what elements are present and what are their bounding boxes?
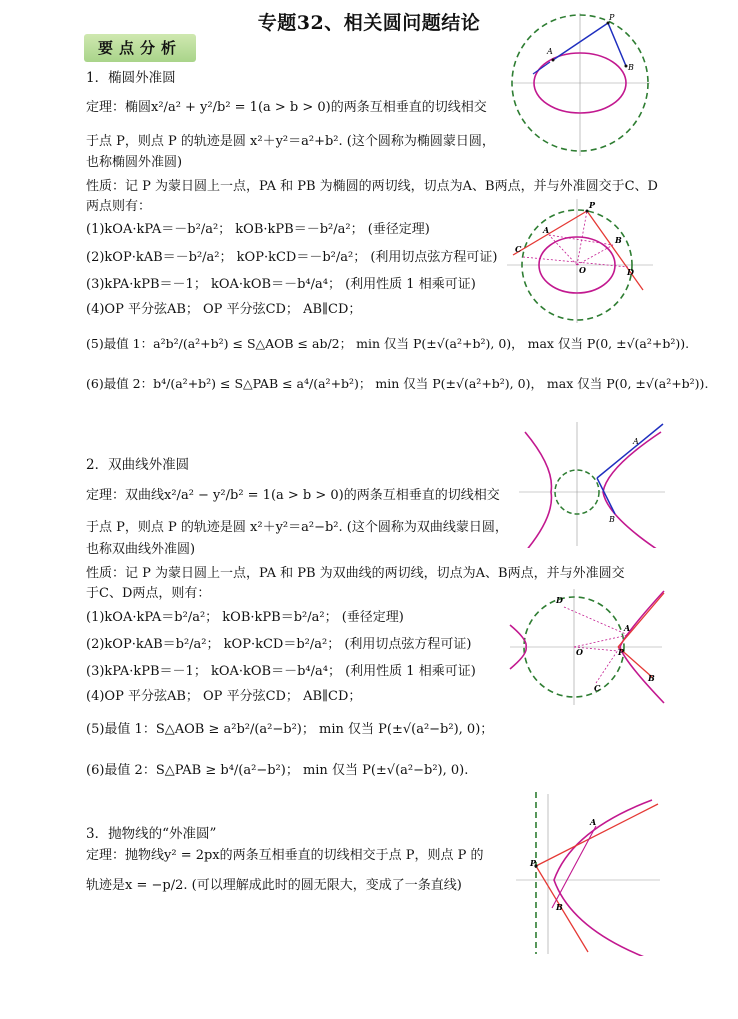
figure-parabola	[512, 790, 662, 956]
figure-ellipse-chords	[503, 195, 655, 325]
s1-prop1: (1)kOA·kPA＝－b²/a²； kOB·kPB＝－b²/a²； (垂径定理)	[86, 222, 430, 237]
tangent-upper	[597, 424, 663, 478]
label-b: B	[609, 515, 615, 524]
s1-line3: 也称椭圆外准圆)	[86, 155, 183, 170]
s1-prop2: (2)kOP·kAB＝－b²/a²； kOP·kCD＝－b²/a²； (利用切点弦方程可证)	[86, 250, 498, 265]
label-p: P	[609, 13, 615, 22]
label-b: B	[556, 902, 563, 912]
tangent-pa	[536, 804, 658, 866]
s2-thm-eq: x²/a² − y²/b² = 1(a > b > 0)	[164, 488, 344, 503]
s2-line2: 于点 P，则点 P 的轨迹是圆 x²＋y²＝a²−b². (这个圆称为双曲线蒙日圆，	[86, 520, 508, 535]
s2-prop1: (1)kOA·kPA＝b²/a²； kOB·kPB＝b²/a²； (垂径定理)	[86, 610, 404, 625]
tangent-lines	[553, 23, 626, 66]
s1-thm-eq: x²/a² + y²/b² = 1(a > b > 0)	[151, 100, 331, 115]
s1-prop5: (5)最值 1：a²b²/(a²+b²) ≤ S△AOB ≤ ab/2； min 仅当 P(±√(a²+b²), 0)， max 仅当 P(0, ±√(a²+b²)).	[86, 336, 690, 351]
label-a: A	[624, 623, 631, 633]
s2-line3: 也称双曲线外准圆)	[86, 542, 196, 557]
s1-theorem	[86, 100, 487, 116]
label-b: B	[615, 235, 622, 245]
figure-ellipse-director-circle	[505, 8, 655, 158]
chord-2	[596, 647, 620, 683]
s2-prop3: (3)kPA·kPB＝－1； kOA·kOB＝－b⁴/a⁴； (利用性质 1 相乘可证)	[86, 664, 476, 679]
label-d: D	[627, 267, 634, 277]
page-title: 专题32、相关圆问题结论	[257, 12, 481, 34]
s1-thm-pre: 定理：椭圆	[86, 100, 152, 115]
label-d: D	[556, 595, 563, 605]
tangent-ext	[533, 62, 550, 74]
s1-line4: 性质：记 P 为蒙日圆上一点，PA 和 PB 为椭圆的两切线，切点为A、B两点，并与外准圆交于C、D	[86, 179, 658, 194]
chord-ab	[552, 826, 596, 908]
tangent-upper	[618, 593, 664, 647]
s3-line1: 定理：抛物线y² = 2px的两条互相垂直的切线相交于点 P，则点 P 的	[86, 848, 484, 863]
label-a: A	[547, 47, 553, 56]
section-badge: 要点分析	[84, 34, 196, 62]
point-a	[552, 59, 555, 62]
s2-line5: 于C、D两点，则有：	[86, 586, 211, 601]
label-c: C	[594, 683, 601, 693]
tangent-pd	[587, 211, 643, 290]
label-p: P	[589, 200, 596, 210]
s2-heading: 2．双曲线外准圆	[86, 457, 190, 473]
s2-prop4: (4)OP 平分弦AB； OP 平分弦CD； AB∥CD；	[86, 689, 362, 704]
s2-prop5: (5)最值 1：S△AOB ≥ a²b²/(a²−b²)； min 仅当 P(±√(a²−b²), 0)；	[86, 722, 494, 737]
label-b: B	[628, 63, 634, 72]
s2-theorem	[86, 488, 500, 504]
figure-hyperbola-director-circle	[515, 418, 667, 548]
s1-thm-post: 的两条互相垂直的切线相交	[330, 100, 487, 115]
label-a: A	[590, 817, 597, 827]
label-a: A	[633, 437, 639, 446]
s1-prop6: (6)最值 2：b⁴/(a²+b²) ≤ S△PAB ≤ a⁴/(a²+b²)； min 仅当 P(±√(a²+b²), 0)， max 仅当 P(0, ±√(a²+b²)).	[86, 376, 709, 391]
chord-1	[564, 607, 631, 635]
s2-thm-post: 的两条互相垂直的切线相交	[343, 488, 500, 503]
label-o: O	[579, 265, 586, 275]
s2-line4: 性质：记 P 为蒙日圆上一点，PA 和 PB 为双曲线的两切线，切点为A、B两点，并与外准圆交	[86, 566, 625, 581]
label-p: P	[530, 858, 537, 868]
label-p: P	[618, 647, 625, 657]
label-b: B	[648, 673, 655, 683]
label-o: O	[576, 647, 583, 657]
s2-prop2: (2)kOP·kAB＝b²/a²； kOP·kCD＝b²/a²； (利用切点弦方程可证)	[86, 637, 472, 652]
s1-prop3: (3)kPA·kPB＝－1； kOA·kOB＝－b⁴/a⁴； (利用性质 1 相乘可证)	[86, 277, 476, 292]
s1-heading: 1．椭圆外准圆	[86, 70, 176, 86]
s1-line2: 于点 P，则点 P 的轨迹是圆 x²＋y²＝a²+b². (这个圆称为椭圆蒙日圆，	[86, 134, 495, 149]
hyperbola-left	[525, 432, 551, 548]
s3-line2: 轨迹是x = −p/2. (可以理解成此时的圆无限大，变成了一条直线)	[86, 878, 462, 893]
s1-line5: 两点则有：	[86, 199, 152, 214]
s1-prop4: (4)OP 平分弦AB； OP 平分弦CD； AB∥CD；	[86, 302, 362, 317]
figure-hyperbola-chords	[506, 585, 666, 707]
label-a: A	[543, 225, 550, 235]
label-c: C	[515, 244, 522, 254]
s2-thm-pre: 定理：双曲线	[86, 488, 165, 503]
s3-heading: 3．抛物线的“外准圆”	[86, 826, 217, 842]
s2-prop6: (6)最值 2：S△PAB ≥ b⁴/(a²−b²)； min 仅当 P(±√(a²−b²), 0).	[86, 763, 469, 778]
